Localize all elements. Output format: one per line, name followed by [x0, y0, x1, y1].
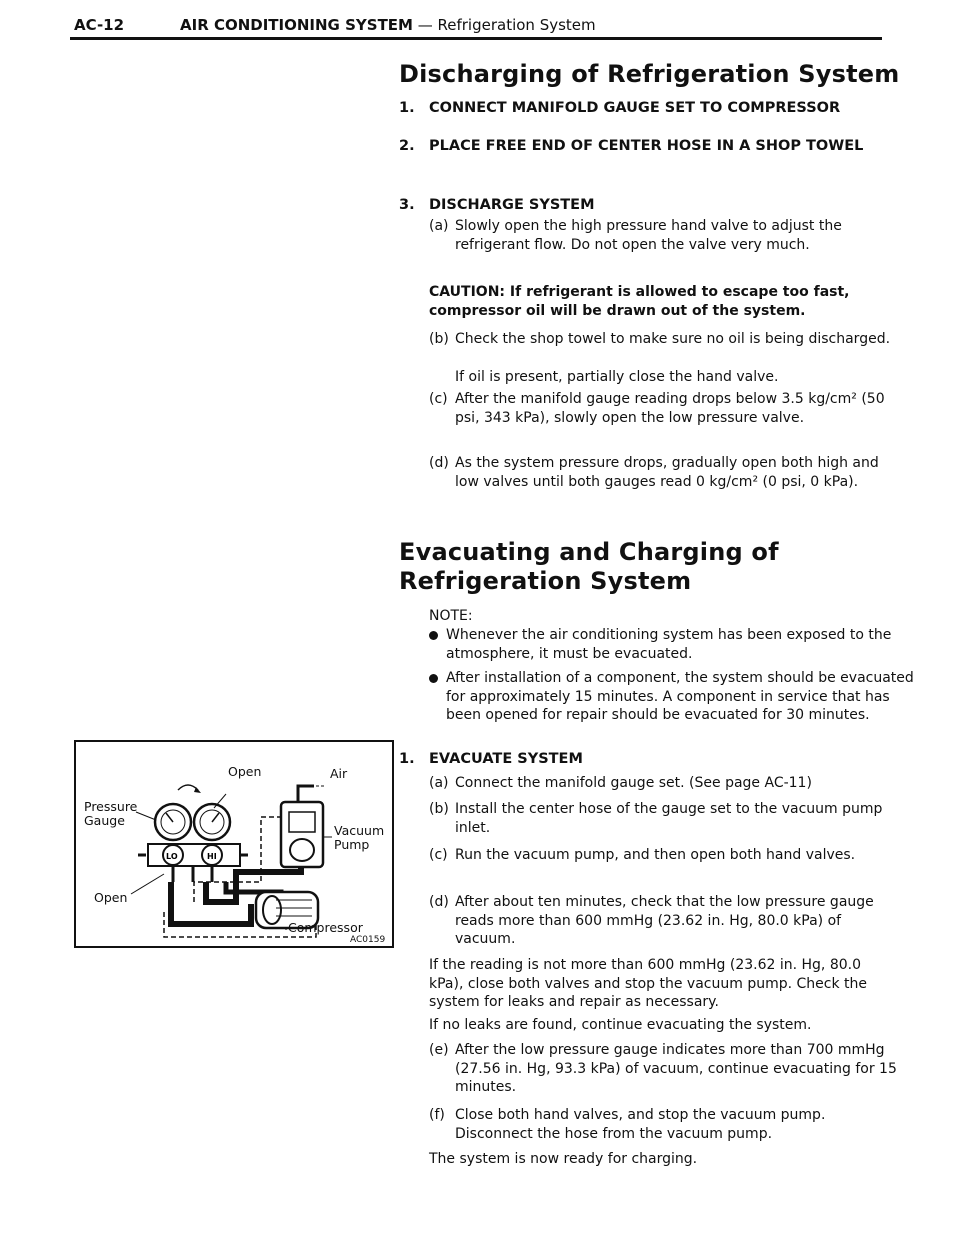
section-heading-evacuating-1: Evacuating and Charging of — [399, 538, 779, 566]
section-heading-evacuating-2: Refrigeration System — [399, 567, 692, 595]
substep-label: (a) — [429, 218, 449, 234]
manifold-body — [148, 844, 240, 866]
label-open-left: Open — [94, 890, 128, 905]
substep-label: (d) — [429, 894, 449, 910]
substep-text: After about ten minutes, check that the low pressure gauge reads more than 600 mmHg (23.62 in. Hg, 80.0 kPa) of vacuum. — [455, 894, 874, 947]
step-text: DISCHARGE SYSTEM — [429, 197, 595, 213]
step-text: PLACE FREE END OF CENTER HOSE IN A SHOP TOWEL — [429, 138, 864, 154]
pressure-gauge-line-1: Pressure — [84, 799, 138, 814]
step-place-hose — [399, 136, 899, 178]
substep-text: Run the vacuum pump, and then open both hand valves. — [455, 847, 856, 863]
manifold-vacuum-figure — [74, 740, 394, 948]
header-title-bold: AIR CONDITIONING SYSTEM — [180, 16, 413, 34]
step-number: 1. — [399, 100, 415, 116]
label-open-top: Open — [228, 764, 262, 779]
substep-label: (a) — [429, 775, 449, 791]
pressure-gauge-leader — [136, 812, 156, 820]
note-label: NOTE: — [429, 608, 473, 624]
step-number: 2. — [399, 138, 415, 154]
substep-text: Install the center hose of the gauge set to the vacuum pump inlet. — [455, 801, 883, 836]
open-left-leader — [131, 874, 164, 894]
vacuum-pump-line-1: Vacuum — [334, 823, 385, 838]
substep-text: Connect the manifold gauge set. (See page AC-11) — [455, 775, 812, 791]
bullet-dot — [429, 674, 438, 683]
header-rule — [70, 37, 882, 40]
substep-b — [429, 330, 899, 370]
step-number: 3. — [399, 197, 415, 213]
open-arrow-top — [178, 785, 198, 790]
paragraph-leak-check: If the reading is not more than 600 mmHg (23.62 in. Hg, 80.0 kPa), close both valves and stop the vacuum pump. Check the system for leaks and repair as necessary. — [429, 957, 868, 1010]
substep-e — [429, 1041, 899, 1099]
vacuum-pump-line-2: Pump — [334, 837, 370, 852]
substep-a — [429, 774, 899, 794]
step-connect-manifold — [399, 98, 899, 120]
step-text: CONNECT MANIFOLD GAUGE SET TO COMPRESSOR — [429, 100, 841, 116]
section-heading-discharging: Discharging of Refrigeration System — [399, 60, 900, 88]
label-compressor: Compressor — [288, 920, 363, 935]
substep-text: Slowly open the high pressure hand valve to adjust the refrigerant flow. Do not open the valve very much. — [455, 218, 842, 253]
substep-text: After the low pressure gauge indicates more than 700 mmHg (27.56 in. Hg, 93.3 kPa) of vacuum, continue evacuating for 15 minutes. — [455, 1042, 897, 1095]
substep-c — [429, 846, 899, 886]
step-discharge-system — [399, 195, 899, 217]
substep-text: As the system pressure drops, gradually open both high and low valves until both gauges read 0 kg/cm² (0 psi, 0 kPa). — [455, 455, 879, 490]
label-pressure-gauge — [84, 800, 137, 828]
substep-label: (b) — [429, 801, 449, 817]
substep-label: (b) — [429, 331, 449, 347]
substep-f — [429, 1106, 899, 1146]
substep-b — [429, 800, 899, 840]
label-vacuum-pump — [334, 824, 384, 852]
lo-label: LO — [166, 852, 178, 861]
vacuum-pump-outlet — [298, 786, 314, 802]
substep-label: (d) — [429, 455, 449, 471]
substep-d — [429, 893, 899, 951]
paragraph-continue: If no leaks are found, continue evacuating the system. — [429, 1017, 812, 1033]
hi-label: HI — [207, 852, 217, 861]
substep-c — [429, 390, 899, 448]
bullet-dot — [429, 631, 438, 640]
step-number: 1. — [399, 751, 415, 767]
substep-label: (c) — [429, 847, 448, 863]
note-bullet-1 — [429, 626, 924, 666]
figure-id: AC0159 — [350, 935, 386, 945]
pressure-gauge-line-2: Gauge — [84, 813, 125, 828]
bullet-text: Whenever the air conditioning system has been exposed to the atmosphere, it must be evacuated. — [446, 627, 892, 662]
bullet-text: After installation of a component, the system should be evacuated for approximately 15 minutes. A component in service that has been opened for repair should be evacuated for 30 minutes. — [446, 670, 914, 723]
page-header-title — [180, 16, 596, 34]
substep-text: Close both hand valves, and stop the vacuum pump. Disconnect the hose from the vacuum pump. — [455, 1107, 826, 1142]
substep-b-note: If oil is present, partially close the hand valve. — [455, 369, 779, 385]
substep-d — [429, 454, 899, 512]
closing-line: The system is now ready for charging. — [429, 1151, 698, 1167]
caution-note: CAUTION: If refrigerant is allowed to escape too fast, compressor oil will be drawn out of the system. — [429, 284, 850, 319]
substep-text: After the manifold gauge reading drops below 3.5 kg/cm² (50 psi, 343 kPa), slowly open the low pressure valve. — [455, 391, 885, 426]
note-bullet-2 — [429, 669, 924, 744]
step-text: EVACUATE SYSTEM — [429, 751, 583, 767]
substep-text: Check the shop towel to make sure no oil is being discharged. — [455, 331, 891, 347]
page-code: AC-12 — [74, 16, 125, 34]
header-title-rest: — Refrigeration System — [412, 16, 596, 34]
label-air: Air — [330, 766, 348, 781]
substep-label: (c) — [429, 391, 448, 407]
step-evacuate-system — [399, 749, 899, 771]
substep-a — [429, 217, 899, 275]
substep-label: (f) — [429, 1107, 445, 1123]
substep-label: (e) — [429, 1042, 449, 1058]
